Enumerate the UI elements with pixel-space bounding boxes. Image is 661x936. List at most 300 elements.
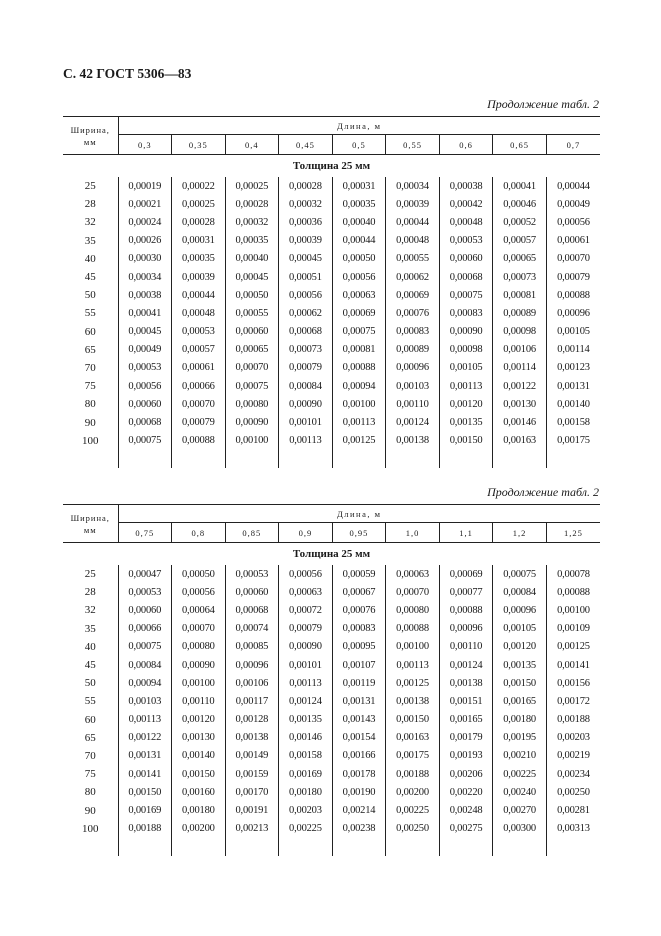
value-cell: 0,00040 (225, 250, 279, 268)
value-cell: 0,00050 (332, 250, 386, 268)
value-cell: 0,00180 (279, 783, 333, 801)
value-cell: 0,00094 (332, 377, 386, 395)
value-cell: 0,00143 (332, 711, 386, 729)
value-cell: 0,00110 (439, 638, 493, 656)
value-cell: 0,00275 (439, 820, 493, 838)
value-cell: 0,00076 (332, 601, 386, 619)
value-cell: 0,00057 (172, 341, 226, 359)
width-cell: 75 (84, 380, 96, 393)
value-cell: 0,00113 (439, 377, 493, 395)
value-cell: 0,00060 (118, 601, 172, 619)
value-cell: 0,00039 (279, 232, 333, 250)
value-cell: 0,00083 (332, 620, 386, 638)
value-cell: 0,00024 (118, 213, 172, 231)
value-cell: 0,00044 (546, 177, 600, 195)
value-cell: 0,00180 (493, 711, 547, 729)
value-cell: 0,00124 (279, 692, 333, 710)
width-header (63, 505, 118, 543)
value-cell: 0,00193 (439, 747, 493, 765)
value-cell: 0,00056 (279, 286, 333, 304)
width-cell: 25 (84, 180, 96, 193)
width-cell: 25 (84, 568, 96, 581)
value-cell: 0,00030 (118, 250, 172, 268)
table-row (63, 565, 600, 583)
value-cell: 0,00070 (546, 250, 600, 268)
value-cell: 0,00056 (332, 268, 386, 286)
value-cell: 0,00135 (493, 656, 547, 674)
value-cell: 0,00089 (493, 304, 547, 322)
width-cell: 32 (84, 216, 96, 229)
table-row (63, 783, 600, 801)
value-cell: 0,00138 (386, 432, 440, 450)
value-cell: 0,00044 (386, 213, 440, 231)
value-cell: 0,00172 (546, 692, 600, 710)
value-cell: 0,00219 (546, 747, 600, 765)
length-value: 0,3 (118, 135, 172, 155)
value-cell: 0,00188 (118, 820, 172, 838)
value-cell: 0,00090 (279, 638, 333, 656)
value-cell: 0,00109 (546, 620, 600, 638)
width-cell: 35 (84, 622, 96, 635)
value-cell: 0,00079 (279, 620, 333, 638)
value-cell: 0,00165 (493, 692, 547, 710)
value-cell: 0,00048 (172, 304, 226, 322)
value-cell: 0,00123 (546, 359, 600, 377)
value-cell: 0,00140 (546, 395, 600, 413)
table-row (63, 395, 600, 413)
value-cell: 0,00234 (546, 765, 600, 783)
width-header-label: Ширина, (70, 124, 110, 135)
value-cell: 0,00107 (332, 656, 386, 674)
value-cell: 0,00075 (118, 638, 172, 656)
value-cell: 0,00225 (493, 765, 547, 783)
table-row (63, 747, 600, 765)
value-cell: 0,00150 (439, 432, 493, 450)
value-cell: 0,00069 (386, 286, 440, 304)
value-cell: 0,00125 (332, 432, 386, 450)
value-cell: 0,00056 (172, 583, 226, 601)
value-cell: 0,00044 (172, 286, 226, 304)
value-cell: 0,00050 (225, 286, 279, 304)
width-cell: 90 (84, 804, 96, 817)
value-cell: 0,00053 (118, 583, 172, 601)
value-cell: 0,00140 (172, 747, 226, 765)
value-cell: 0,00160 (172, 783, 226, 801)
value-cell: 0,00063 (279, 583, 333, 601)
value-cell: 0,00090 (172, 656, 226, 674)
page-header: С. 42 ГОСТ 5306—83 (63, 66, 192, 81)
length-value: 0,55 (386, 135, 440, 155)
width-cell: 80 (84, 398, 96, 411)
value-cell: 0,00079 (279, 359, 333, 377)
value-cell: 0,00081 (332, 341, 386, 359)
value-cell: 0,00079 (172, 413, 226, 431)
width-cell: 75 (84, 768, 96, 781)
value-cell: 0,00044 (332, 232, 386, 250)
value-cell: 0,00061 (546, 232, 600, 250)
value-cell: 0,00076 (386, 304, 440, 322)
table-row (63, 377, 600, 395)
value-cell: 0,00045 (118, 323, 172, 341)
width-header-unit: мм (83, 136, 97, 147)
value-cell: 0,00038 (118, 286, 172, 304)
value-cell: 0,00075 (493, 565, 547, 583)
width-cell: 60 (84, 713, 96, 726)
table-row (63, 323, 600, 341)
value-cell: 0,00036 (279, 213, 333, 231)
value-cell: 0,00240 (493, 783, 547, 801)
value-cell: 0,00074 (225, 620, 279, 638)
length-value: 1,2 (493, 523, 547, 543)
value-cell: 0,00100 (546, 601, 600, 619)
value-cell: 0,00032 (225, 213, 279, 231)
value-cell: 0,00096 (546, 304, 600, 322)
value-cell: 0,00068 (439, 268, 493, 286)
value-cell: 0,00025 (172, 195, 226, 213)
value-cell: 0,00138 (225, 729, 279, 747)
width-cell: 60 (84, 325, 96, 338)
value-cell: 0,00105 (439, 359, 493, 377)
value-cell: 0,00096 (439, 620, 493, 638)
value-cell: 0,00169 (118, 801, 172, 819)
value-cell: 0,00083 (386, 323, 440, 341)
width-cell: 55 (84, 307, 96, 320)
value-cell: 0,00195 (493, 729, 547, 747)
value-cell: 0,00094 (118, 674, 172, 692)
value-cell: 0,00049 (546, 195, 600, 213)
value-cell: 0,00040 (332, 213, 386, 231)
width-cell: 55 (84, 695, 96, 708)
value-cell: 0,00250 (546, 783, 600, 801)
value-cell: 0,00125 (546, 638, 600, 656)
table-row (63, 638, 600, 656)
width-cell: 100 (82, 434, 99, 447)
width-cell: 40 (84, 252, 96, 265)
value-cell: 0,00079 (546, 268, 600, 286)
value-cell: 0,00096 (493, 601, 547, 619)
value-cell: 0,00101 (279, 656, 333, 674)
table-row (63, 820, 600, 838)
value-cell: 0,00150 (172, 765, 226, 783)
value-cell: 0,00213 (225, 820, 279, 838)
value-cell: 0,00100 (225, 432, 279, 450)
value-cell: 0,00300 (493, 820, 547, 838)
value-cell: 0,00062 (386, 268, 440, 286)
table-row (63, 286, 600, 304)
value-cell: 0,00046 (493, 195, 547, 213)
value-cell: 0,00200 (172, 820, 226, 838)
value-cell: 0,00135 (279, 711, 333, 729)
value-cell: 0,00124 (386, 413, 440, 431)
value-cell: 0,00088 (386, 620, 440, 638)
continuation-label-2: Продолжение табл. 2 (487, 485, 599, 499)
value-cell: 0,00200 (386, 783, 440, 801)
value-cell: 0,00090 (439, 323, 493, 341)
value-cell: 0,00067 (332, 583, 386, 601)
value-cell: 0,00138 (439, 674, 493, 692)
length-value: 1,1 (439, 523, 493, 543)
length-value: 0,7 (546, 135, 600, 155)
table-row (63, 620, 600, 638)
value-cell: 0,00180 (172, 801, 226, 819)
value-cell: 0,00038 (439, 177, 493, 195)
value-cell: 0,00103 (118, 692, 172, 710)
value-cell: 0,00238 (332, 820, 386, 838)
value-cell: 0,00100 (172, 674, 226, 692)
section-row (63, 543, 600, 566)
header-row (63, 117, 600, 135)
value-cell: 0,00100 (332, 395, 386, 413)
value-cell: 0,00113 (279, 432, 333, 450)
section-title: Толщина 25 мм (292, 548, 371, 560)
value-cell: 0,00188 (546, 711, 600, 729)
value-cell: 0,00060 (118, 395, 172, 413)
value-cell: 0,00060 (225, 323, 279, 341)
value-cell: 0,00113 (118, 711, 172, 729)
table-row (63, 601, 600, 619)
value-cell: 0,00175 (386, 747, 440, 765)
value-cell: 0,00048 (386, 232, 440, 250)
value-cell: 0,00225 (386, 801, 440, 819)
section-title: Толщина 25 мм (292, 160, 371, 172)
value-cell: 0,00156 (546, 674, 600, 692)
width-header (63, 117, 118, 155)
value-cell: 0,00175 (546, 432, 600, 450)
value-cell: 0,00075 (439, 286, 493, 304)
value-cell: 0,00130 (493, 395, 547, 413)
length-value: 0,85 (225, 523, 279, 543)
value-cell: 0,00070 (225, 359, 279, 377)
value-cell: 0,00128 (225, 711, 279, 729)
width-cell: 100 (82, 822, 99, 835)
value-cell: 0,00141 (118, 765, 172, 783)
value-cell: 0,00124 (439, 656, 493, 674)
mass-table-1 (63, 116, 600, 468)
value-cell: 0,00056 (118, 377, 172, 395)
value-cell: 0,00131 (118, 747, 172, 765)
length-header: Длина, м (118, 505, 600, 523)
table-row (63, 304, 600, 322)
table-row (63, 177, 600, 195)
value-cell: 0,00088 (172, 432, 226, 450)
length-value: 0,9 (279, 523, 333, 543)
value-cell: 0,00169 (279, 765, 333, 783)
width-cell: 65 (84, 343, 96, 356)
value-cell: 0,00056 (279, 565, 333, 583)
width-header-unit: мм (83, 524, 97, 535)
value-cell: 0,00190 (332, 783, 386, 801)
value-cell: 0,00063 (332, 286, 386, 304)
table-row (63, 359, 600, 377)
value-cell: 0,00120 (172, 711, 226, 729)
width-cell: 90 (84, 416, 96, 429)
value-cell: 0,00075 (118, 432, 172, 450)
value-cell: 0,00151 (439, 692, 493, 710)
length-value: 0,95 (332, 523, 386, 543)
length-value: 0,45 (279, 135, 333, 155)
value-cell: 0,00098 (439, 341, 493, 359)
value-cell: 0,00080 (386, 601, 440, 619)
value-cell: 0,00203 (279, 801, 333, 819)
value-cell: 0,00225 (279, 820, 333, 838)
value-cell: 0,00084 (118, 656, 172, 674)
value-cell: 0,00114 (546, 341, 600, 359)
value-cell: 0,00039 (386, 195, 440, 213)
value-cell: 0,00125 (386, 674, 440, 692)
value-cell: 0,00178 (332, 765, 386, 783)
width-cell: 35 (84, 234, 96, 247)
value-cell: 0,00089 (386, 341, 440, 359)
length-value: 0,75 (118, 523, 172, 543)
value-cell: 0,00085 (225, 638, 279, 656)
value-cell: 0,00206 (439, 765, 493, 783)
value-cell: 0,00070 (172, 620, 226, 638)
value-cell: 0,00065 (225, 341, 279, 359)
value-cell: 0,00047 (118, 565, 172, 583)
table-row (63, 801, 600, 819)
value-cell: 0,00154 (332, 729, 386, 747)
value-cell: 0,00170 (225, 783, 279, 801)
table-row (63, 656, 600, 674)
value-cell: 0,00122 (118, 729, 172, 747)
value-cell: 0,00106 (225, 674, 279, 692)
value-cell: 0,00075 (332, 323, 386, 341)
value-cell: 0,00088 (546, 286, 600, 304)
value-cell: 0,00110 (386, 395, 440, 413)
value-cell: 0,00138 (386, 692, 440, 710)
value-cell: 0,00096 (386, 359, 440, 377)
value-cell: 0,00068 (225, 601, 279, 619)
value-cell: 0,00068 (279, 323, 333, 341)
value-cell: 0,00084 (493, 583, 547, 601)
value-cell: 0,00203 (546, 729, 600, 747)
length-value: 0,65 (493, 135, 547, 155)
value-cell: 0,00179 (439, 729, 493, 747)
value-cell: 0,00165 (439, 711, 493, 729)
width-cell: 32 (84, 604, 96, 617)
value-cell: 0,00042 (439, 195, 493, 213)
value-cell: 0,00149 (225, 747, 279, 765)
value-cell: 0,00053 (118, 359, 172, 377)
value-cell: 0,00158 (279, 747, 333, 765)
width-cell: 70 (84, 749, 96, 762)
value-cell: 0,00064 (172, 601, 226, 619)
value-cell: 0,00041 (493, 177, 547, 195)
table-row (63, 583, 600, 601)
value-cell: 0,00070 (386, 583, 440, 601)
value-cell: 0,00114 (493, 359, 547, 377)
value-cell: 0,00088 (439, 601, 493, 619)
width-cell: 80 (84, 786, 96, 799)
value-cell: 0,00083 (439, 304, 493, 322)
table-row (63, 232, 600, 250)
value-cell: 0,00135 (439, 413, 493, 431)
length-value: 1,25 (546, 523, 600, 543)
value-cell: 0,00035 (172, 250, 226, 268)
value-cell: 0,00188 (386, 765, 440, 783)
value-cell: 0,00021 (118, 195, 172, 213)
width-header-label: Ширина, (70, 512, 110, 523)
section-row (63, 155, 600, 178)
continuation-label-1: Продолжение табл. 2 (487, 97, 599, 111)
value-cell: 0,00032 (279, 195, 333, 213)
value-cell: 0,00028 (225, 195, 279, 213)
value-cell: 0,00061 (172, 359, 226, 377)
value-cell: 0,00045 (279, 250, 333, 268)
value-cell: 0,00130 (172, 729, 226, 747)
value-cell: 0,00025 (225, 177, 279, 195)
length-value: 0,5 (332, 135, 386, 155)
table-row (63, 711, 600, 729)
value-cell: 0,00059 (332, 565, 386, 583)
value-cell: 0,00026 (118, 232, 172, 250)
table-row (63, 413, 600, 431)
value-cell: 0,00055 (225, 304, 279, 322)
length-value: 1,0 (386, 523, 440, 543)
table-row (63, 268, 600, 286)
value-cell: 0,00122 (493, 377, 547, 395)
value-cell: 0,00210 (493, 747, 547, 765)
value-cell: 0,00110 (172, 692, 226, 710)
value-cell: 0,00053 (225, 565, 279, 583)
value-cell: 0,00060 (225, 583, 279, 601)
value-cell: 0,00088 (546, 583, 600, 601)
value-cell: 0,00031 (332, 177, 386, 195)
value-cell: 0,00150 (118, 783, 172, 801)
value-cell: 0,00117 (225, 692, 279, 710)
value-cell: 0,00248 (439, 801, 493, 819)
value-cell: 0,00053 (172, 323, 226, 341)
value-cell: 0,00106 (493, 341, 547, 359)
value-cell: 0,00041 (118, 304, 172, 322)
value-cell: 0,00098 (493, 323, 547, 341)
value-cell: 0,00068 (118, 413, 172, 431)
mass-table-2 (63, 504, 600, 856)
value-cell: 0,00052 (493, 213, 547, 231)
value-cell: 0,00146 (279, 729, 333, 747)
table-bottom-padding (63, 838, 600, 856)
value-cell: 0,00051 (279, 268, 333, 286)
length-values-row (63, 523, 600, 543)
value-cell: 0,00158 (546, 413, 600, 431)
value-cell: 0,00034 (118, 268, 172, 286)
table-row (63, 195, 600, 213)
length-value: 0,6 (439, 135, 493, 155)
width-cell: 45 (84, 271, 96, 284)
value-cell: 0,00084 (279, 377, 333, 395)
value-cell: 0,00028 (279, 177, 333, 195)
value-cell: 0,00090 (279, 395, 333, 413)
value-cell: 0,00065 (493, 250, 547, 268)
value-cell: 0,00191 (225, 801, 279, 819)
length-value: 0,35 (172, 135, 226, 155)
value-cell: 0,00057 (493, 232, 547, 250)
length-value: 0,8 (172, 523, 226, 543)
table-row (63, 341, 600, 359)
value-cell: 0,00075 (225, 377, 279, 395)
value-cell: 0,00119 (332, 674, 386, 692)
table-row (63, 213, 600, 231)
value-cell: 0,00101 (279, 413, 333, 431)
table-bottom-padding (63, 450, 600, 468)
value-cell: 0,00080 (172, 638, 226, 656)
value-cell: 0,00022 (172, 177, 226, 195)
value-cell: 0,00073 (279, 341, 333, 359)
value-cell: 0,00095 (332, 638, 386, 656)
value-cell: 0,00113 (279, 674, 333, 692)
value-cell: 0,00045 (225, 268, 279, 286)
value-cell: 0,00066 (118, 620, 172, 638)
